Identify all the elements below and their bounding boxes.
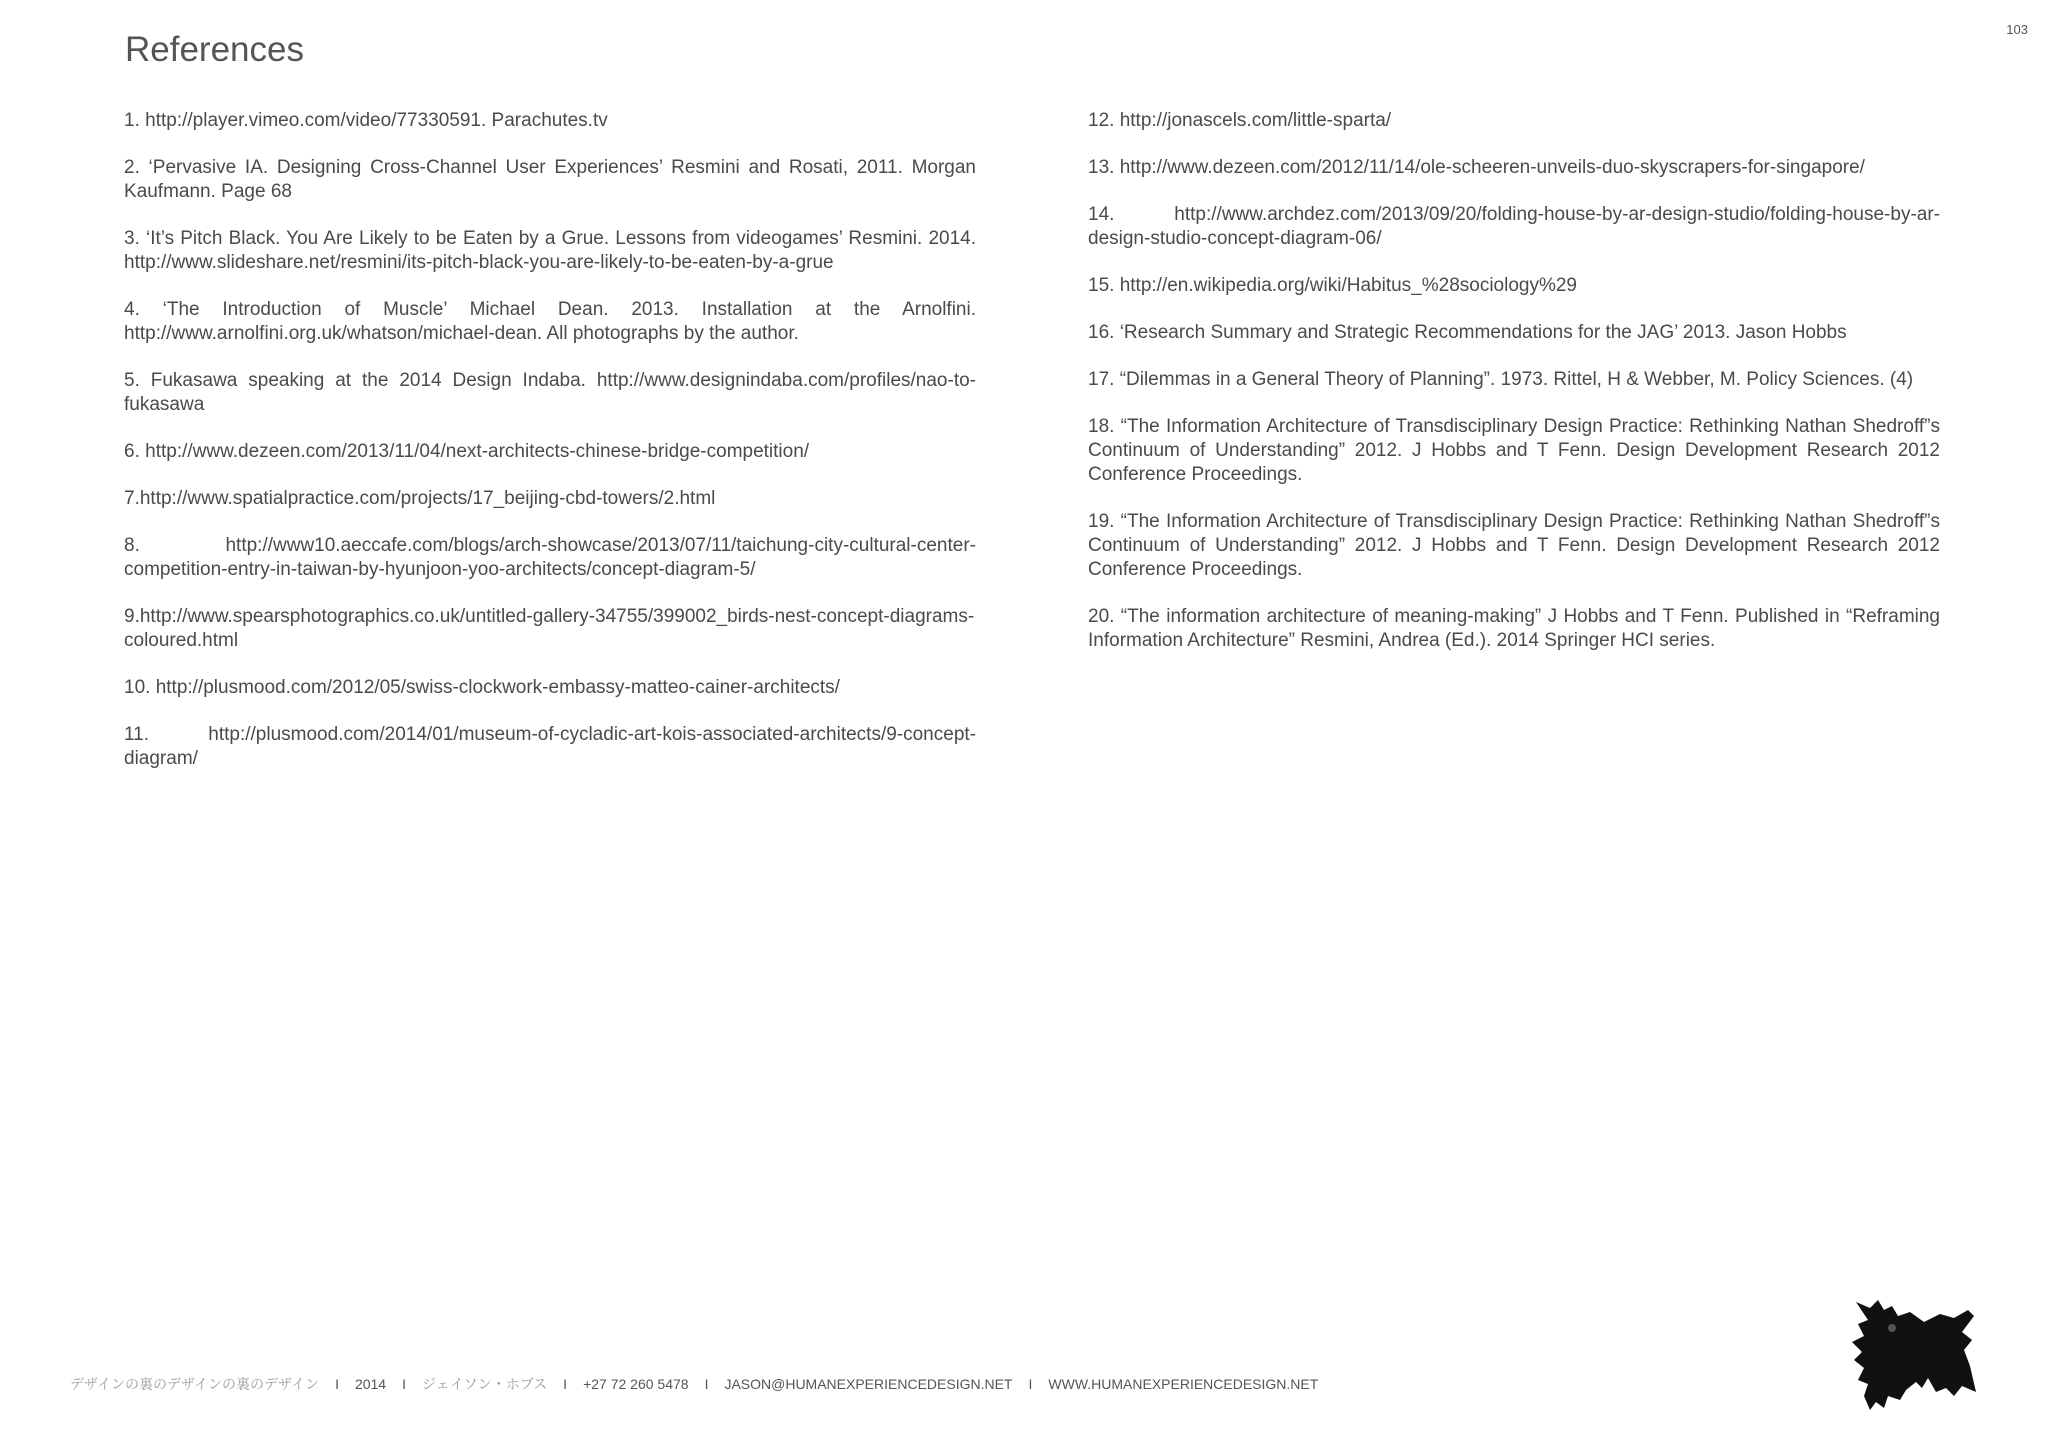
footer-email: JASON@HUMANEXPERIENCEDESIGN.NET: [724, 1376, 1013, 1392]
page-title: References: [125, 30, 304, 69]
footer-author: ジェイソン・ホブス: [422, 1376, 548, 1392]
footer-website: WWW.HUMANEXPERIENCEDESIGN.NET: [1048, 1376, 1319, 1392]
reference-item: 4. ‘The Introduction of Muscle’ Michael Dean. 2013. Installation at the Arnolfini. http://www.arnolfini.org.uk/whatson/michael-dean. All photographs by the author.: [124, 299, 976, 344]
reference-item: 16. ‘Research Summary and Strategic Recommendations for the JAG’ 2013. Jason Hobbs: [1088, 322, 1847, 343]
references-left-column: [124, 109, 976, 794]
footer: [70, 1374, 1318, 1394]
footer-phone: +27 72 260 5478: [583, 1376, 689, 1392]
reference-item: 8. http://www10.aeccafe.com/blogs/arch-showcase/2013/07/11/taichung-city-cultural-center-competition-entry-in-taiwan-by-hyunjoon-yoo-architects/concept-diagram-5/: [124, 535, 976, 580]
footer-year: 2014: [354, 1376, 387, 1392]
reference-item: 6. http://www.dezeen.com/2013/11/04/next-architects-chinese-bridge-competition/: [124, 441, 810, 462]
page-number: 103: [2006, 22, 2028, 37]
footer-separator: I: [335, 1376, 339, 1392]
reference-item: 3. ‘It’s Pitch Black. You Are Likely to be Eaten by a Grue. Lessons from videogames’ Resmini. 2014. http://www.slideshare.net/resmini/its-pitch-black-you-are-likely-to-be-eaten-by-a-grue: [124, 228, 976, 273]
footer-book-title: デザインの裏のデザインの裏のデザイン: [70, 1376, 320, 1392]
reference-item: 19. “The Information Architecture of Transdisciplinary Design Practice: Rethinking Nathan Shedroff”s Continuum of Understanding” 2012. J Hobbs and T Fenn. Design Development Research 2012 Conference Proceedings.: [1088, 511, 1940, 580]
reference-item: 15. http://en.wikipedia.org/wiki/Habitus_%28sociology%29: [1088, 275, 1577, 296]
reference-item: 2. ‘Pervasive IA. Designing Cross-Channel User Experiences’ Resmini and Rosati, 2011. Morgan Kaufmann. Page 68: [124, 157, 976, 202]
reference-item: 5. Fukasawa speaking at the 2014 Design Indaba. http://www.designindaba.com/profiles/nao-to-fukasawa: [124, 370, 976, 415]
footer-separator: I: [402, 1376, 406, 1392]
reference-item: 9.http://www.spearsphotographics.co.uk/untitled-gallery-34755/399002_birds-nest-concept-diagrams-coloured.html: [124, 606, 975, 651]
reference-item: 10. http://plusmood.com/2012/05/swiss-clockwork-embassy-matteo-cainer-architects/: [124, 677, 840, 698]
reference-item: 7.http://www.spatialpractice.com/projects/17_beijing-cbd-towers/2.html: [124, 488, 716, 509]
reference-item: 12. http://jonascels.com/little-sparta/: [1088, 110, 1392, 131]
footer-separator: I: [563, 1376, 568, 1392]
reference-item: 18. “The Information Architecture of Transdisciplinary Design Practice: Rethinking Nathan Shedroff”s Continuum of Understanding” 2012. J Hobbs and T Fenn. Design Development Research 2012 Conference Proceedings.: [1088, 416, 1940, 485]
reference-item: 17. “Dilemmas in a General Theory of Planning”. 1973. Rittel, H & Webber, M. Policy Sciences. (4): [1088, 369, 1914, 390]
reference-item: 20. “The information architecture of meaning-making” J Hobbs and T Fenn. Published in “Reframing Information Architecture” Resmini, Andrea (Ed.). 2014 Springer HCI series.: [1088, 606, 1940, 651]
creature-logo-icon: [1850, 1296, 1980, 1416]
footer-separator: I: [704, 1376, 709, 1392]
footer-separator: I: [1028, 1376, 1033, 1392]
reference-item: 11. http://plusmood.com/2014/01/museum-of-cycladic-art-kois-associated-architects/9-concept-diagram/: [124, 724, 976, 769]
reference-item: 13. http://www.dezeen.com/2012/11/14/ole-scheeren-unveils-duo-skyscrapers-for-singapore/: [1088, 157, 1865, 178]
references-right-column: [1088, 109, 1940, 676]
reference-item: 14. http://www.archdez.com/2013/09/20/folding-house-by-ar-design-studio/folding-house-by-ar-design-studio-concept-diagram-06/: [1088, 204, 1940, 249]
reference-item: 1. http://player.vimeo.com/video/77330591. Parachutes.tv: [124, 110, 608, 131]
